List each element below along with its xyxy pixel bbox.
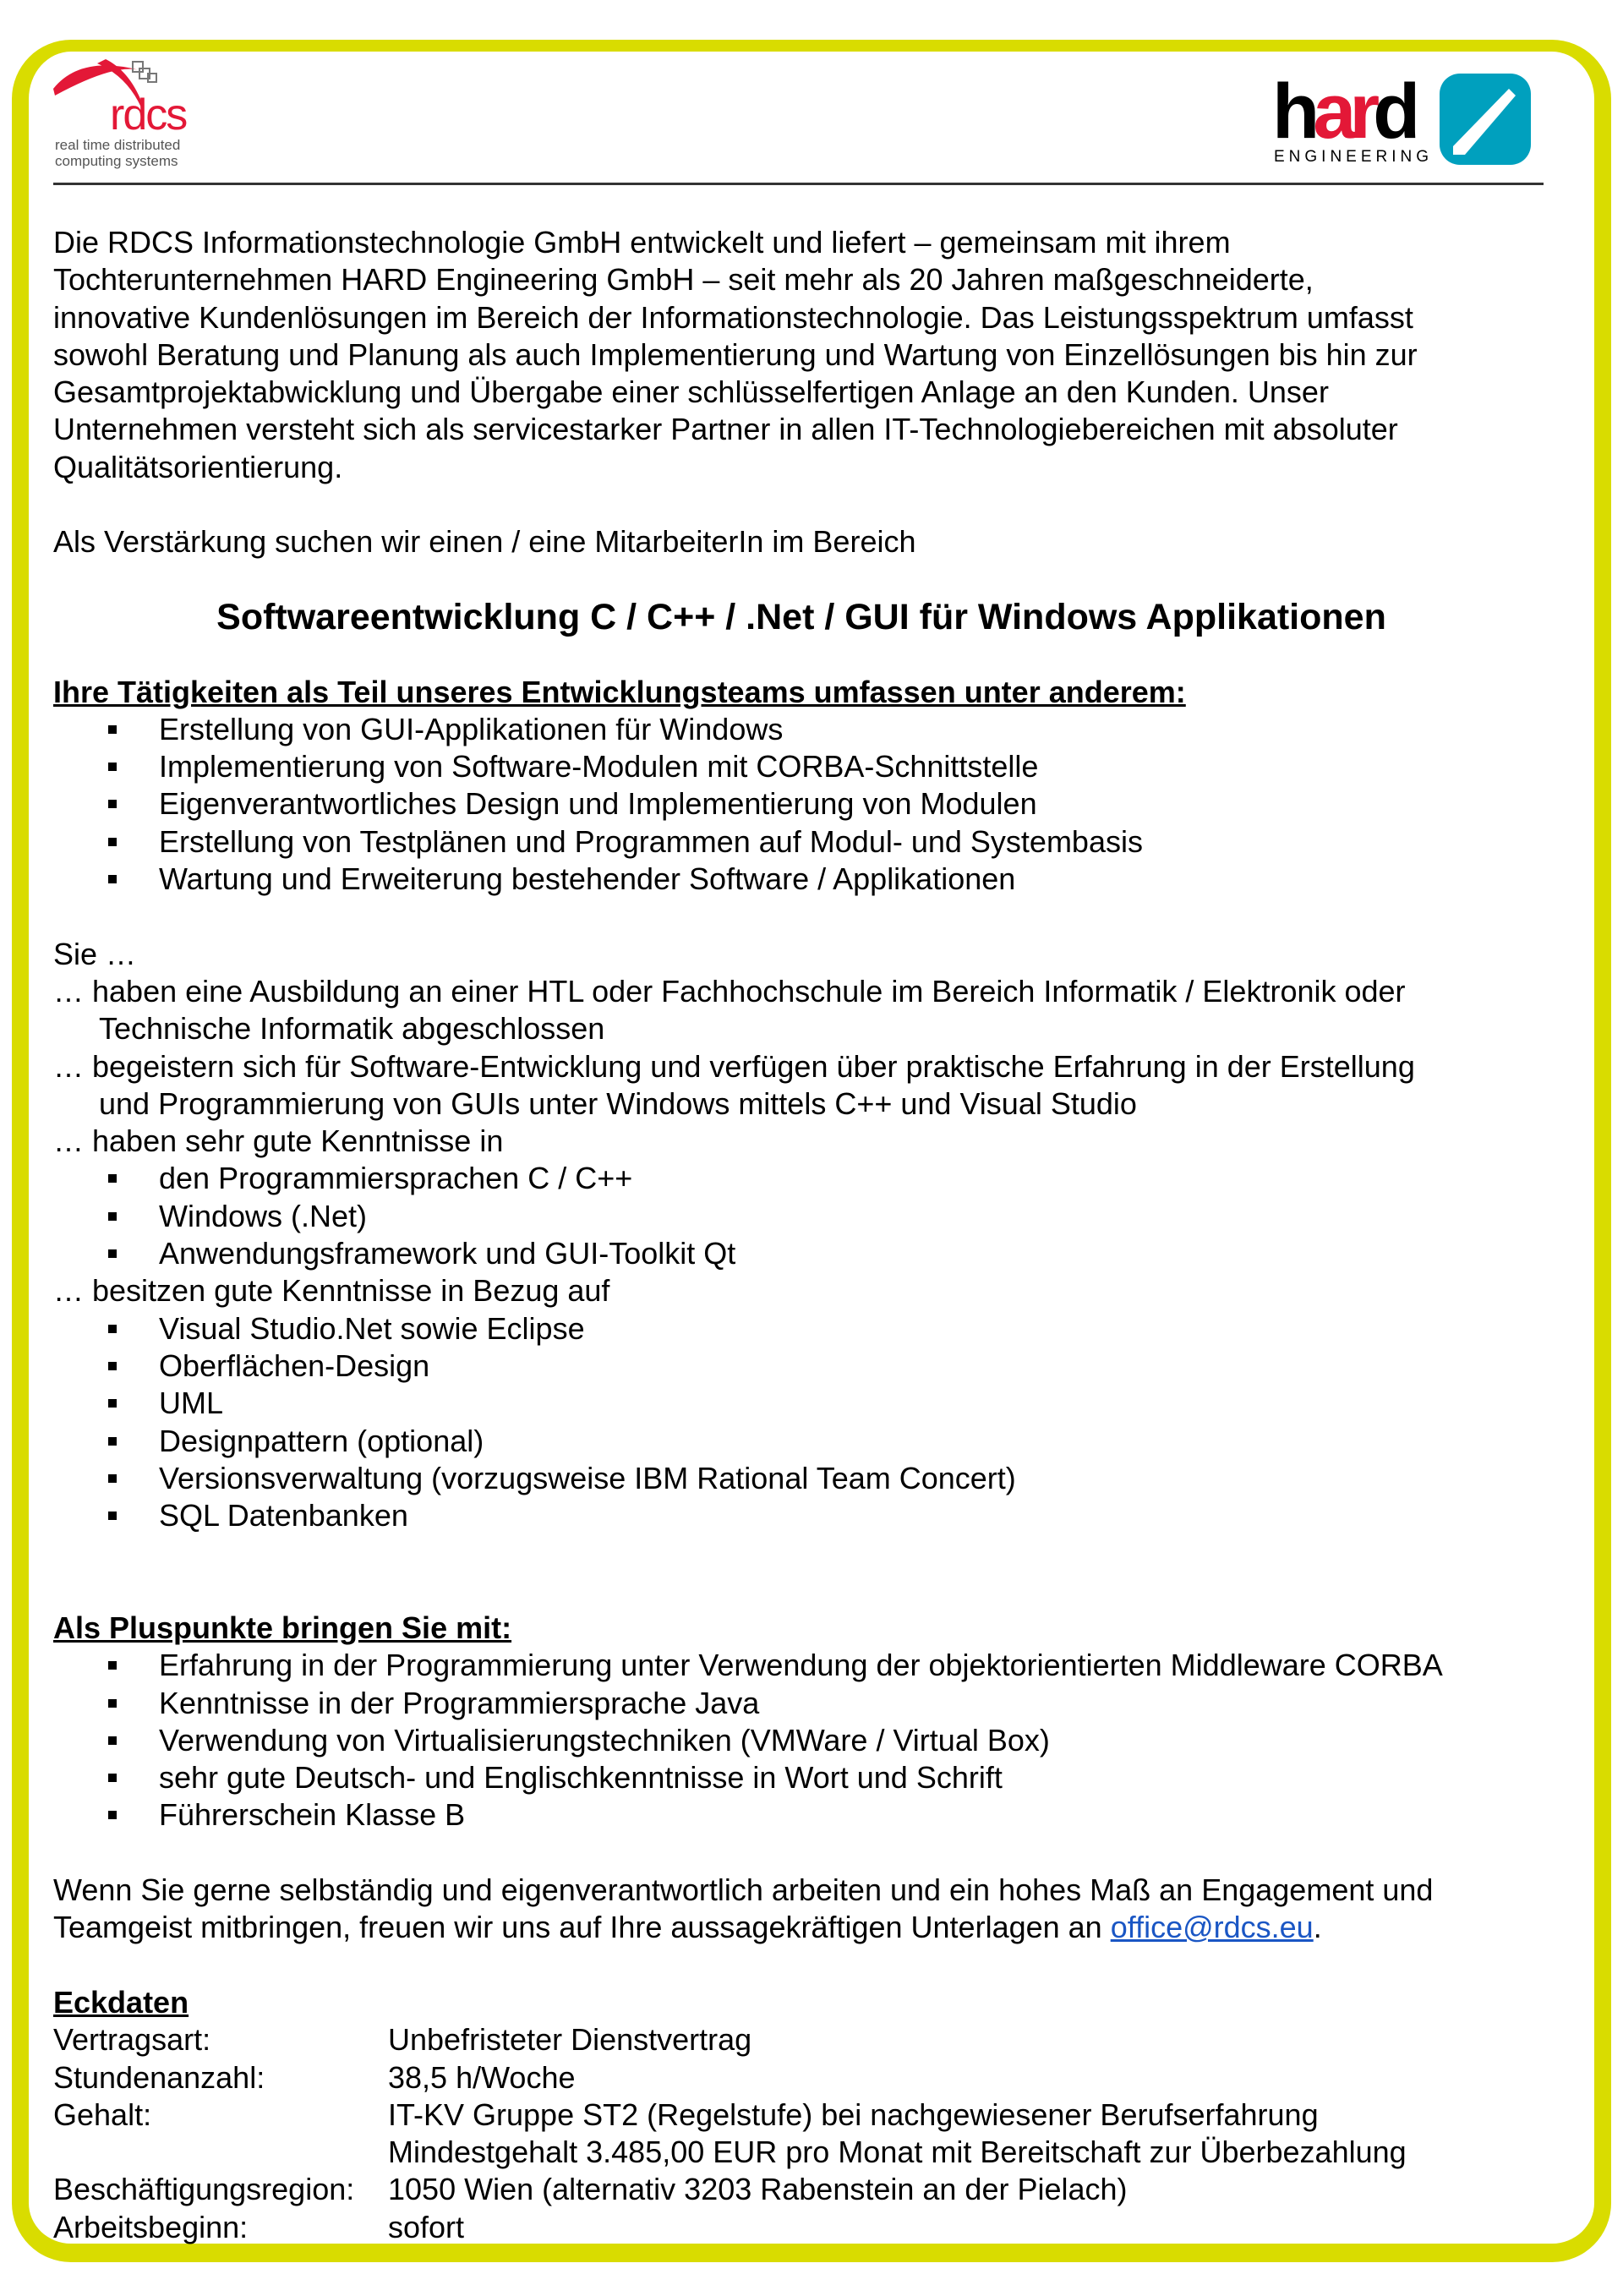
list-item: [53, 1796, 1549, 1834]
intro-line: sowohl Beratung und Planung als auch Implementierung und Wartung von Einzellösungen bis hin zur: [53, 336, 1418, 372]
bullet-icon: [108, 1437, 117, 1446]
list-item-text: Windows (.Net): [159, 1198, 368, 1233]
list-item: [53, 1198, 1549, 1235]
list-item: [53, 1160, 1549, 1197]
bullet-icon: [108, 1325, 117, 1333]
closing-line: Wenn Sie gerne selbständig und eigenverantwortlich arbeiten und ein hohes Maß an Engagement und: [53, 1872, 1434, 1908]
list-item: [53, 1348, 1549, 1385]
bullet-icon: [108, 1249, 117, 1258]
tasks-list: [53, 711, 1549, 898]
list-item: [53, 1310, 1549, 1348]
bullet-icon: [108, 1774, 117, 1782]
facts-row: [53, 2134, 1549, 2171]
list-item-text: Führerschein Klasse B: [159, 1797, 466, 1833]
facts-value: Unbefristeter Dienstvertrag: [388, 2022, 752, 2058]
facts-label: Beschäftigungsregion:: [53, 2172, 355, 2207]
facts-heading: Eckdaten: [53, 1984, 189, 2020]
svg-text:computing systems: computing systems: [55, 153, 178, 169]
list-item: [53, 711, 1549, 748]
closing-period: .: [1313, 1910, 1322, 1945]
profile-line: Technische Informatik abgeschlossen: [99, 1011, 605, 1047]
list-item: [53, 1235, 1549, 1272]
bullet-icon: [108, 725, 117, 734]
intro-paragraph: [53, 224, 1549, 486]
list-item: [53, 1759, 1549, 1796]
bullet-icon: [108, 800, 117, 808]
list-item: [53, 861, 1549, 898]
bullet-icon: [108, 1661, 117, 1670]
plus-heading: Als Pluspunkte bringen Sie mit:: [53, 1610, 512, 1645]
intro-line: Unternehmen versteht sich als servicestarker Partner in allen IT-Technologiebereichen mit absoluter: [53, 412, 1398, 447]
job-title: Softwareentwicklung C / C++ / .Net / GUI für Windows Applikationen: [216, 596, 1386, 637]
facts-value: sofort: [388, 2209, 465, 2244]
facts-value: 38,5 h/Woche: [388, 2059, 576, 2095]
closing-line: [53, 1909, 1549, 1946]
list-item-text: Eigenverantwortliches Design und Implementierung von Modulen: [159, 786, 1037, 822]
intro-line: Gesamtprojektabwicklung und Übergabe einer schlüsselfertigen Anlage an den Kunden. Unser: [53, 374, 1329, 410]
bullet-icon: [108, 875, 117, 883]
list-item-text: sehr gute Deutsch- und Englischkenntnisse in Wort und Schrift: [159, 1760, 1003, 1796]
facts-label: [53, 2134, 388, 2171]
list-item: [53, 748, 1549, 785]
list-item-text: Verwendung von Virtualisierungstechniken (VMWare / Virtual Box): [159, 1722, 1050, 1758]
list-item-text: Implementierung von Software-Modulen mit CORBA-Schnittstelle: [159, 749, 1039, 784]
list-item-text: Versionsverwaltung (vorzugsweise IBM Rational Team Concert): [159, 1460, 1016, 1495]
list-item-text: Wartung und Erweiterung bestehender Software / Applikationen: [159, 861, 1016, 897]
search-line: Als Verstärkung suchen wir einen / eine MitarbeiterIn im Bereich: [53, 524, 916, 560]
facts-value: 1050 Wien (alternativ 3203 Rabenstein an der Pielach): [388, 2172, 1128, 2207]
bullet-icon: [108, 1174, 117, 1183]
list-item-text: Erstellung von GUI-Applikationen für Windows: [159, 711, 784, 746]
list-item: [53, 1460, 1549, 1497]
facts-row: [53, 2096, 1549, 2134]
facts-value: IT-KV Gruppe ST2 (Regelstufe) bei nachgewiesener Berufserfahrung: [388, 2096, 1319, 2132]
list-item: [53, 1423, 1549, 1460]
svg-text:ENGINEERING: ENGINEERING: [1274, 148, 1434, 166]
job-posting: [53, 224, 1549, 2246]
email-link[interactable]: office@rdcs.eu: [1110, 1910, 1314, 1945]
facts-row: [53, 2209, 1549, 2246]
facts-value: Mindestgehalt 3.485,00 EUR pro Monat mit Bereitschaft zur Überbezahlung: [388, 2135, 1407, 2170]
svg-text:real time distributed: real time distributed: [55, 137, 181, 153]
list-item-text: den Programmiersprachen C / C++: [159, 1161, 633, 1196]
list-item: [53, 823, 1549, 861]
intro-line: innovative Kundenlösungen im Bereich der Informationstechnologie. Das Leistungsspektrum umfasst: [53, 299, 1413, 335]
bullet-icon: [108, 1736, 117, 1745]
bullet-icon: [108, 1212, 117, 1221]
facts-label: Arbeitsbeginn:: [53, 2209, 249, 2244]
facts-label: Gehalt:: [53, 2096, 152, 2132]
header-divider: [53, 183, 1544, 185]
svg-text:rdcs: rdcs: [110, 90, 187, 139]
profile-line: … besitzen gute Kenntnisse in Bezug auf: [53, 1273, 610, 1309]
list-item: [53, 1497, 1549, 1534]
list-item: [53, 1647, 1549, 1684]
list-item-text: SQL Datenbanken: [159, 1498, 408, 1533]
bullet-icon: [108, 1399, 117, 1408]
bullet-icon: [108, 838, 117, 846]
bullet-icon: [108, 1811, 117, 1819]
bullet-icon: [108, 1699, 117, 1708]
list-item-text: Anwendungsframework und GUI-Toolkit Qt: [159, 1236, 736, 1271]
facts-row: [53, 2059, 1549, 2096]
intro-line: Die RDCS Informationstechnologie GmbH entwickelt und liefert – gemeinsam mit ihrem: [53, 225, 1231, 260]
facts-label: Vertragsart:: [53, 2022, 211, 2058]
profile-line: … begeistern sich für Software-Entwicklung und verfügen über praktische Erfahrung in der Erstellung: [53, 1048, 1415, 1084]
profile-line: und Programmierung von GUIs unter Windows mittels C++ und Visual Studio: [99, 1085, 1137, 1121]
list-item-text: UML: [159, 1386, 224, 1421]
list-item: [53, 1385, 1549, 1422]
svg-text:hard: hard: [1272, 72, 1414, 155]
profile-line: … haben sehr gute Kenntnisse in: [53, 1123, 504, 1159]
list-item-text: Visual Studio.Net sowie Eclipse: [159, 1310, 585, 1346]
list-item: [53, 1685, 1549, 1722]
tasks-heading: Ihre Tätigkeiten als Teil unseres Entwicklungsteams umfassen unter anderem:: [53, 674, 1186, 709]
bullet-icon: [108, 1474, 117, 1483]
facts-label: Stundenanzahl:: [53, 2059, 265, 2095]
list-item-text: Kenntnisse in der Programmiersprache Java: [159, 1685, 760, 1720]
list-item-text: Designpattern (optional): [159, 1423, 484, 1458]
facts-table: [53, 2021, 1549, 2246]
intro-line: Tochterunternehmen HARD Engineering GmbH – seit mehr als 20 Jahren maßgeschneiderte,: [53, 262, 1314, 298]
bullet-icon: [108, 1512, 117, 1520]
list-item: [53, 1722, 1549, 1759]
intro-line: Qualitätsorientierung.: [53, 449, 343, 484]
closing-text: Teamgeist mitbringen, freuen wir uns auf Ihre aussagekräftigen Unterlagen an: [53, 1910, 1111, 1945]
hard-engineering-logo: [1272, 72, 1534, 167]
closing-paragraph: [53, 1872, 1549, 1947]
list-item-text: Erstellung von Testplänen und Programmen auf Modul- und Systembasis: [159, 823, 1143, 859]
bullet-icon: [108, 1362, 117, 1370]
list-item-text: Oberflächen-Design: [159, 1348, 430, 1383]
list-item-text: Erfahrung in der Programmierung unter Verwendung der objektorientierten Middleware CORBA: [159, 1648, 1443, 1683]
list-item: [53, 785, 1549, 823]
profile-intro: Sie …: [53, 936, 137, 971]
bullet-icon: [108, 763, 117, 771]
profile-line: … haben eine Ausbildung an einer HTL oder Fachhochschule im Bereich Informatik / Elektronik oder: [53, 973, 1406, 1009]
facts-row: [53, 2171, 1549, 2208]
facts-row: [53, 2021, 1549, 2058]
rdcs-logo: [46, 55, 232, 182]
